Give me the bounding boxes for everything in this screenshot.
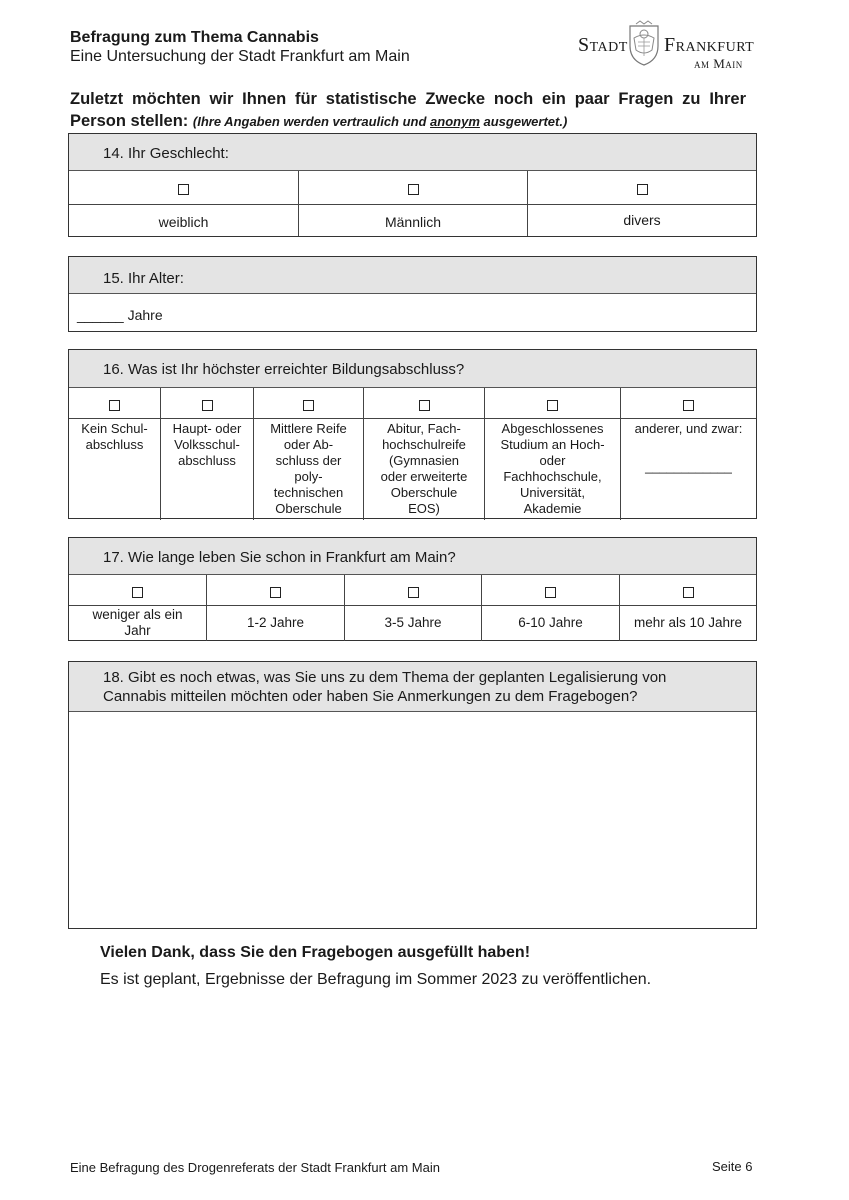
question-16-heading: 16. Was ist Ihr höchster erreichter Bildungsabschluss? <box>69 350 756 388</box>
option-label-6-10-jahre: 6-10 Jahre <box>482 606 620 641</box>
intro-main: Zuletzt möchten wir Ihnen für statistische Zwecke noch ein paar Fragen zu Ihrer Person stellen: <box>70 90 746 130</box>
intro-note-anonym: anonym <box>430 114 480 129</box>
q17-cell-2 <box>207 575 345 605</box>
checkbox-anderer[interactable] <box>683 400 694 411</box>
question-15-box <box>68 256 757 332</box>
comment-area[interactable] <box>69 712 756 928</box>
intro-note <box>193 114 567 129</box>
footer-text: Eine Befragung des Drogenreferats der Stadt Frankfurt am Main <box>70 1160 440 1175</box>
q16-cell-4 <box>364 388 485 418</box>
q16-other-cell <box>621 419 756 520</box>
intro-note-b: ausgewertet.) <box>479 114 568 129</box>
logo-frankfurt: Frankfurt <box>664 34 755 56</box>
question-17-heading: 17. Wie lange leben Sie schon in Frankfurt am Main? <box>69 538 756 575</box>
option-label-maennlich: Männlich <box>299 205 528 236</box>
option-label-abitur: Abitur, Fach- hochschulreife (Gymnasien oder erweiterte Oberschule EOS) <box>364 419 485 520</box>
question-14-label-row <box>69 205 756 236</box>
option-label-hauptschule: Haupt- oder Volksschul- abschluss <box>161 419 254 520</box>
q14-cell-3 <box>528 171 756 204</box>
question-15-heading: 15. Ihr Alter: <box>69 257 756 294</box>
option-label-weiblich: weiblich <box>69 205 299 236</box>
checkbox-6-10-jahre[interactable] <box>545 587 556 598</box>
checkbox-weiblich[interactable] <box>178 184 189 195</box>
checkbox-mittlere-reife[interactable] <box>303 400 314 411</box>
option-label-mittlere-reife: Mittlere Reife oder Ab- schluss der poly- technischen Oberschule <box>254 419 364 520</box>
option-label-3-5-jahre: 3-5 Jahre <box>345 606 482 641</box>
publication-note: Es ist geplant, Ergebnisse der Befragung im Sommer 2023 zu veröffentlichen. <box>100 971 652 988</box>
question-16-box <box>68 349 757 519</box>
option-label-mehr-als-10-jahre: mehr als 10 Jahre <box>633 615 743 630</box>
question-18-box <box>68 661 757 929</box>
q17-cell-4 <box>482 575 620 605</box>
question-14-checkbox-row <box>69 171 756 205</box>
option-label-1-2-jahre: 1-2 Jahre <box>207 606 345 641</box>
q16-cell-2 <box>161 388 254 418</box>
question-16-checkbox-row <box>69 388 756 419</box>
q17-cell-3 <box>345 575 482 605</box>
option-label-anderer: anderer, und zwar: <box>634 421 743 436</box>
checkbox-3-5-jahre[interactable] <box>408 587 419 598</box>
q14-cell-2 <box>299 171 528 204</box>
checkbox-mehr-als-10-jahre[interactable] <box>683 587 694 598</box>
thank-you-text: Vielen Dank, dass Sie den Fragebogen ausgefüllt haben! <box>100 944 531 961</box>
question-16-label-row <box>69 419 756 520</box>
age-answer <box>77 307 163 323</box>
intro-note-a: (Ihre Angaben werden vertraulich und <box>192 114 431 129</box>
q16-cell-1 <box>69 388 161 418</box>
option-label-divers: divers <box>623 212 661 228</box>
q16-cell-5 <box>485 388 621 418</box>
question-17-box <box>68 537 757 641</box>
q16-cell-6 <box>621 388 756 418</box>
question-18-heading: 18. Gibt es noch etwas, was Sie uns zu dem Thema der geplanten Legalisierung von Cannabis mitteilen möchten oder haben Sie Anmerkungen zu dem Fragebogen? <box>69 662 756 712</box>
question-17-checkbox-row <box>69 575 756 606</box>
question-14-heading: 14. Ihr Geschlecht: <box>69 134 756 171</box>
checkbox-studium[interactable] <box>547 400 558 411</box>
document-title: Befragung zum Thema Cannabis <box>70 29 319 46</box>
document-subtitle: Eine Untersuchung der Stadt Frankfurt am Main <box>70 48 410 65</box>
logo-stadt: Stadt <box>578 34 628 56</box>
question-17-label-row <box>69 606 756 641</box>
checkbox-divers[interactable] <box>637 184 648 195</box>
option-label-kein-abschluss: Kein Schul- abschluss <box>69 419 161 520</box>
question-14-box <box>68 133 757 237</box>
logo-am-main: am Main <box>694 56 743 71</box>
age-input-blank[interactable]: ______ <box>77 307 124 323</box>
other-input-blank[interactable]: ____________ <box>645 459 732 474</box>
option-label-studium: Abgeschlossenes Studium an Hoch- oder Fachhochschule, Universität, Akademie <box>485 419 621 520</box>
checkbox-abitur[interactable] <box>419 400 430 411</box>
age-unit: Jahre <box>127 307 163 323</box>
checkbox-weniger-als-ein-jahr[interactable] <box>132 587 143 598</box>
q14-cell-1 <box>69 171 299 204</box>
eagle-crest-icon <box>626 20 662 66</box>
city-logo <box>576 20 756 76</box>
checkbox-maennlich[interactable] <box>408 184 419 195</box>
checkbox-hauptschule[interactable] <box>202 400 213 411</box>
q17-cell-5 <box>620 575 756 605</box>
option-label-weniger-als-ein-jahr: weniger als ein Jahr <box>69 606 207 641</box>
checkbox-kein-abschluss[interactable] <box>109 400 120 411</box>
page-number: Seite 6 <box>712 1159 753 1174</box>
q16-cell-3 <box>254 388 364 418</box>
q17-cell-1 <box>69 575 207 605</box>
checkbox-1-2-jahre[interactable] <box>270 587 281 598</box>
intro-text <box>70 88 746 133</box>
